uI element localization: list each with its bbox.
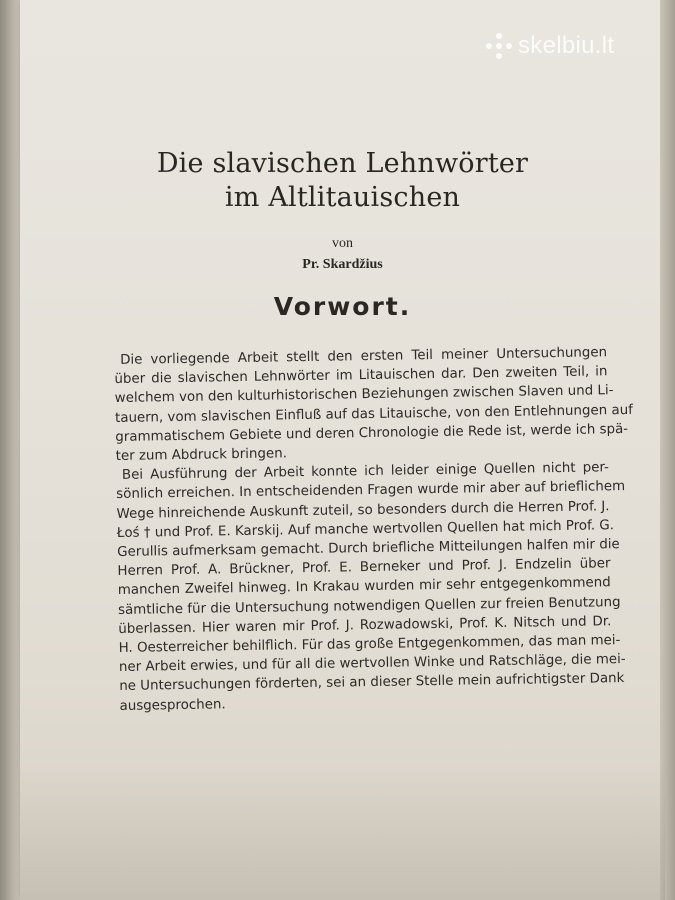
watermark-text: skelbiu.lt bbox=[518, 32, 615, 59]
text-line: Herren Prof. A. Brückner, Prof. E. Berneker und Prof. J. Endzelin über bbox=[117, 556, 611, 580]
text-line: manchen Zweifel hinweg. In Krakau wurden mir sehr entgegenkommend bbox=[117, 575, 611, 599]
text-line: Die vorliegende Arbeit stellt den ersten Teil meiner Untersuchungen bbox=[120, 345, 608, 368]
text-line: sämtliche für die Untersuchung notwendigen Quellen zur freien Benutzung bbox=[117, 594, 621, 618]
byline: von bbox=[332, 236, 353, 251]
watermark-logo-icon bbox=[486, 33, 512, 59]
author-name: Pr. Skardžius bbox=[302, 257, 383, 272]
text-line: Gerullis aufmerksam gemacht. Durch briefliche Mitteilungen halfen mir die bbox=[117, 537, 620, 561]
watermark bbox=[486, 32, 614, 60]
text-line: welchem von den kulturhistorischen Beziehungen zwischen Slaven und Li- bbox=[114, 383, 614, 407]
text-line: Łoś † und Prof. E. Karskij. Auf manche wertvollen Quellen hat mich Prof. G. bbox=[116, 517, 615, 541]
text-line: Wege hinreichende Auskunft zuteil, so besonders durch die Herren Prof. J. bbox=[116, 498, 610, 522]
text-line: ne Untersuchungen förderten, sei an dieser Stelle mein aufrichtigster Dank bbox=[119, 671, 625, 695]
text-line: ter zum Abdruck bringen. bbox=[115, 446, 288, 465]
book-gutter bbox=[0, 0, 22, 900]
section-heading: Vorwort. bbox=[273, 292, 412, 321]
text-line: ausgesprochen. bbox=[119, 696, 226, 714]
text-line: H. Oesterreicher behilflich. Für das große Entgegenkommen, das man mei- bbox=[118, 633, 621, 657]
text-line: sönlich erreichen. In entscheidenden Fragen wurde mir aber auf brieflichem bbox=[116, 479, 626, 503]
text-line: tauern, vom slavischen Einfluß auf das Litauische, von den Entlehnungen auf bbox=[114, 402, 633, 426]
text-line: über die slavischen Lehnwörter im Litauischen dar. Den zweiten Teil, in bbox=[114, 364, 608, 388]
text-line: grammatischem Gebiete und deren Chronologie die Rede ist, werde ich spä- bbox=[115, 421, 629, 445]
text-line: ner Arbeit erwies, und für all die wertvollen Winke und Ratschläge, die mei- bbox=[118, 652, 626, 676]
preface-text bbox=[114, 343, 633, 716]
title-line-2: im Altlitauischen bbox=[224, 182, 461, 213]
text-line: Bei Ausführung der Arbeit konnte ich leider einige Quellen nicht per- bbox=[121, 460, 610, 484]
page-shadow bbox=[20, 760, 665, 900]
title-line-1: Die slavischen Lehnwörter bbox=[156, 148, 529, 179]
text-line: überlassen. Hier waren mir Prof. J. Rozwadowski, Prof. K. Nitsch und Dr. bbox=[118, 614, 612, 637]
